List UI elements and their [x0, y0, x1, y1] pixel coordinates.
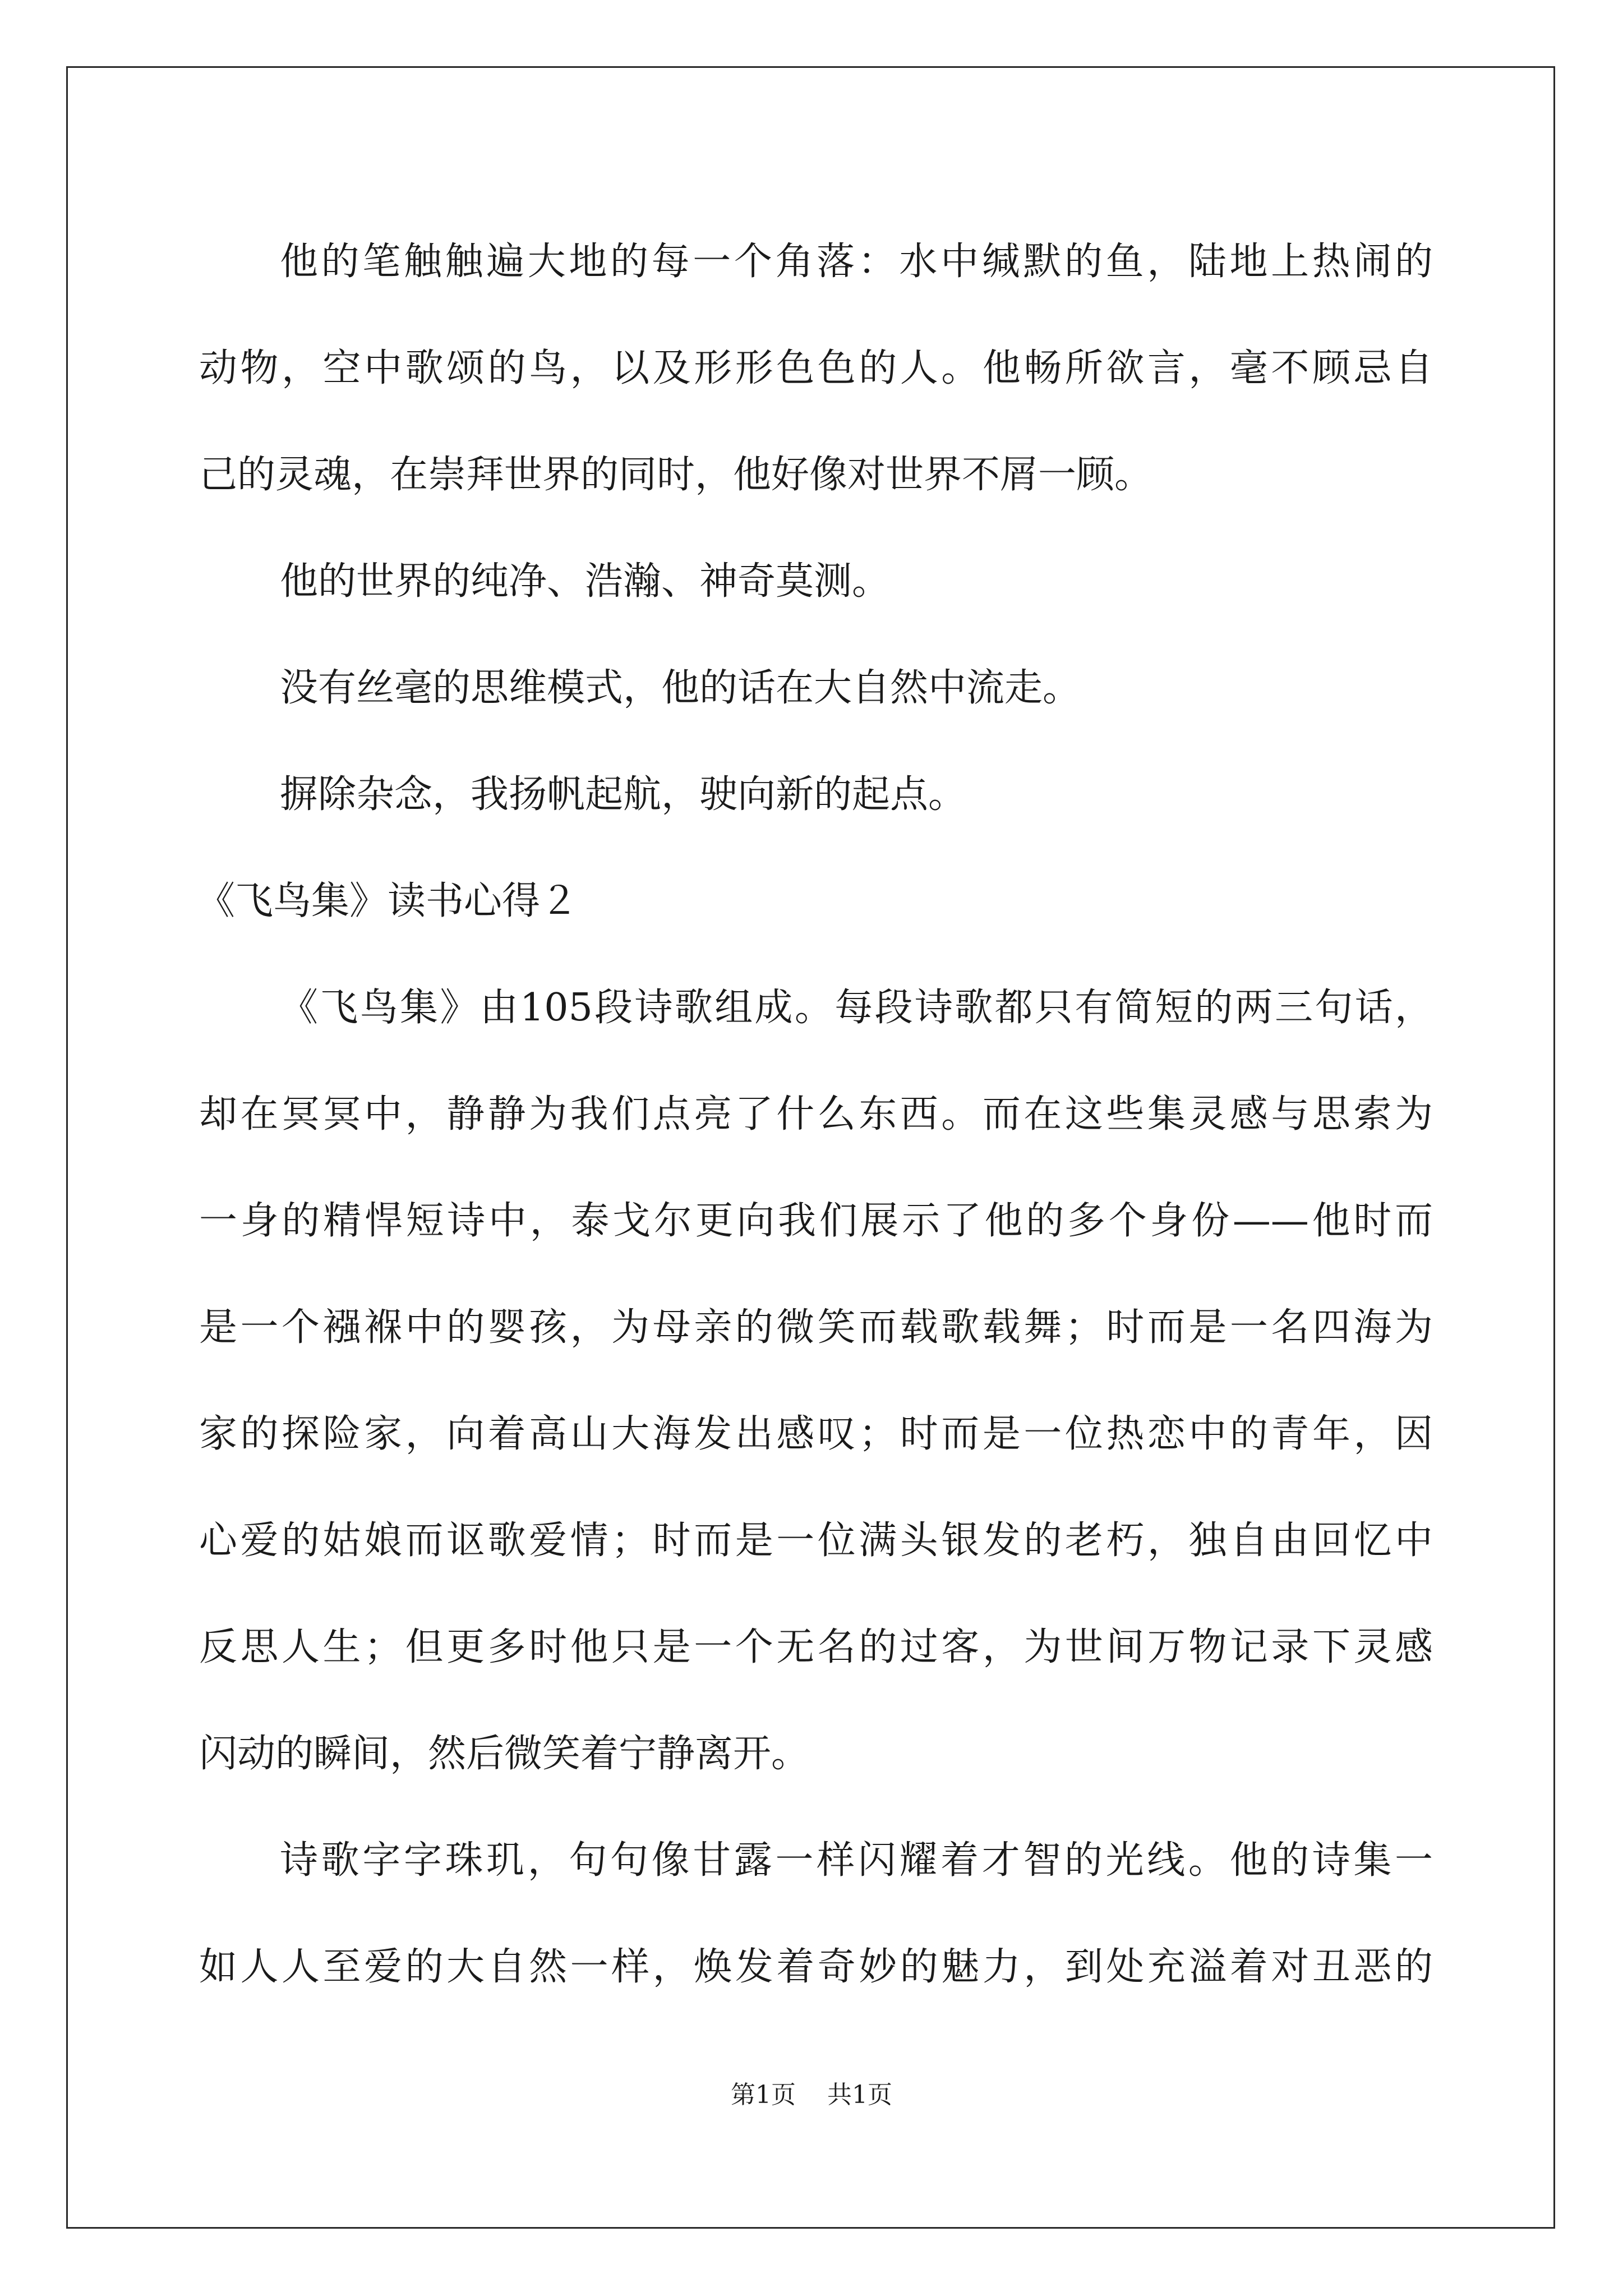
paragraph-line: 是一个襁褓中的婴孩，为母亲的微笑而载歌载舞；时而是一名四海为	[199, 1305, 1433, 1350]
paragraph-line: 诗歌字字珠玑，句句像甘露一样闪耀着才智的光线。他的诗集一	[280, 1838, 1433, 1883]
paragraph-line: 心爱的姑娘而讴歌爱情；时而是一位满头银发的老朽，独自由回忆中	[199, 1519, 1433, 1563]
page-number: 第1页	[731, 2081, 796, 2109]
paragraph-line: 如人人至爱的大自然一样，焕发着奇妙的魅力，到处充溢着对丑恶的	[199, 1945, 1433, 1989]
paragraph-line: 反思人生；但更多时他只是一个无名的过客，为世间万物记录下灵感	[199, 1625, 1433, 1669]
paragraph-line: 《飞鸟集》由105段诗歌组成。每段诗歌都只有简短的两三句话，	[280, 986, 1433, 1030]
paragraph-line: 他的世界的纯净、浩瀚、神奇莫测。	[280, 559, 891, 604]
paragraph-line: 却在冥冥中，静静为我们点亮了什么东西。而在这些集灵感与思索为	[199, 1092, 1433, 1137]
document-body	[199, 209, 1433, 2021]
section-heading: 《飞鸟集》读书心得２	[197, 879, 579, 923]
page-footer	[0, 2078, 1623, 2112]
paragraph-line: 动物，空中歌颂的鸟，以及形形色色的人。他畅所欲言，毫不顾忌自	[199, 346, 1433, 390]
paragraph-line: 一身的精悍短诗中，泰戈尔更向我们展示了他的多个身份——他时而	[199, 1199, 1433, 1243]
page-total: 共1页	[827, 2081, 892, 2109]
paragraph-line: 家的探险家，向着高山大海发出感叹；时而是一位热恋中的青年，因	[199, 1412, 1433, 1456]
paragraph-line: 闪动的瞬间，然后微笑着宁静离开。	[199, 1732, 810, 1776]
paragraph-line: 己的灵魂，在崇拜世界的同时，他好像对世界不屑一顾。	[199, 453, 1153, 497]
paragraph-line: 没有丝毫的思维模式，他的话在大自然中流走。	[280, 666, 1081, 710]
paragraph-line: 他的笔触触遍大地的每一个角落：水中缄默的鱼，陆地上热闹的	[280, 240, 1433, 284]
paragraph-line: 摒除杂念，我扬帆起航，驶向新的起点。	[280, 772, 967, 817]
